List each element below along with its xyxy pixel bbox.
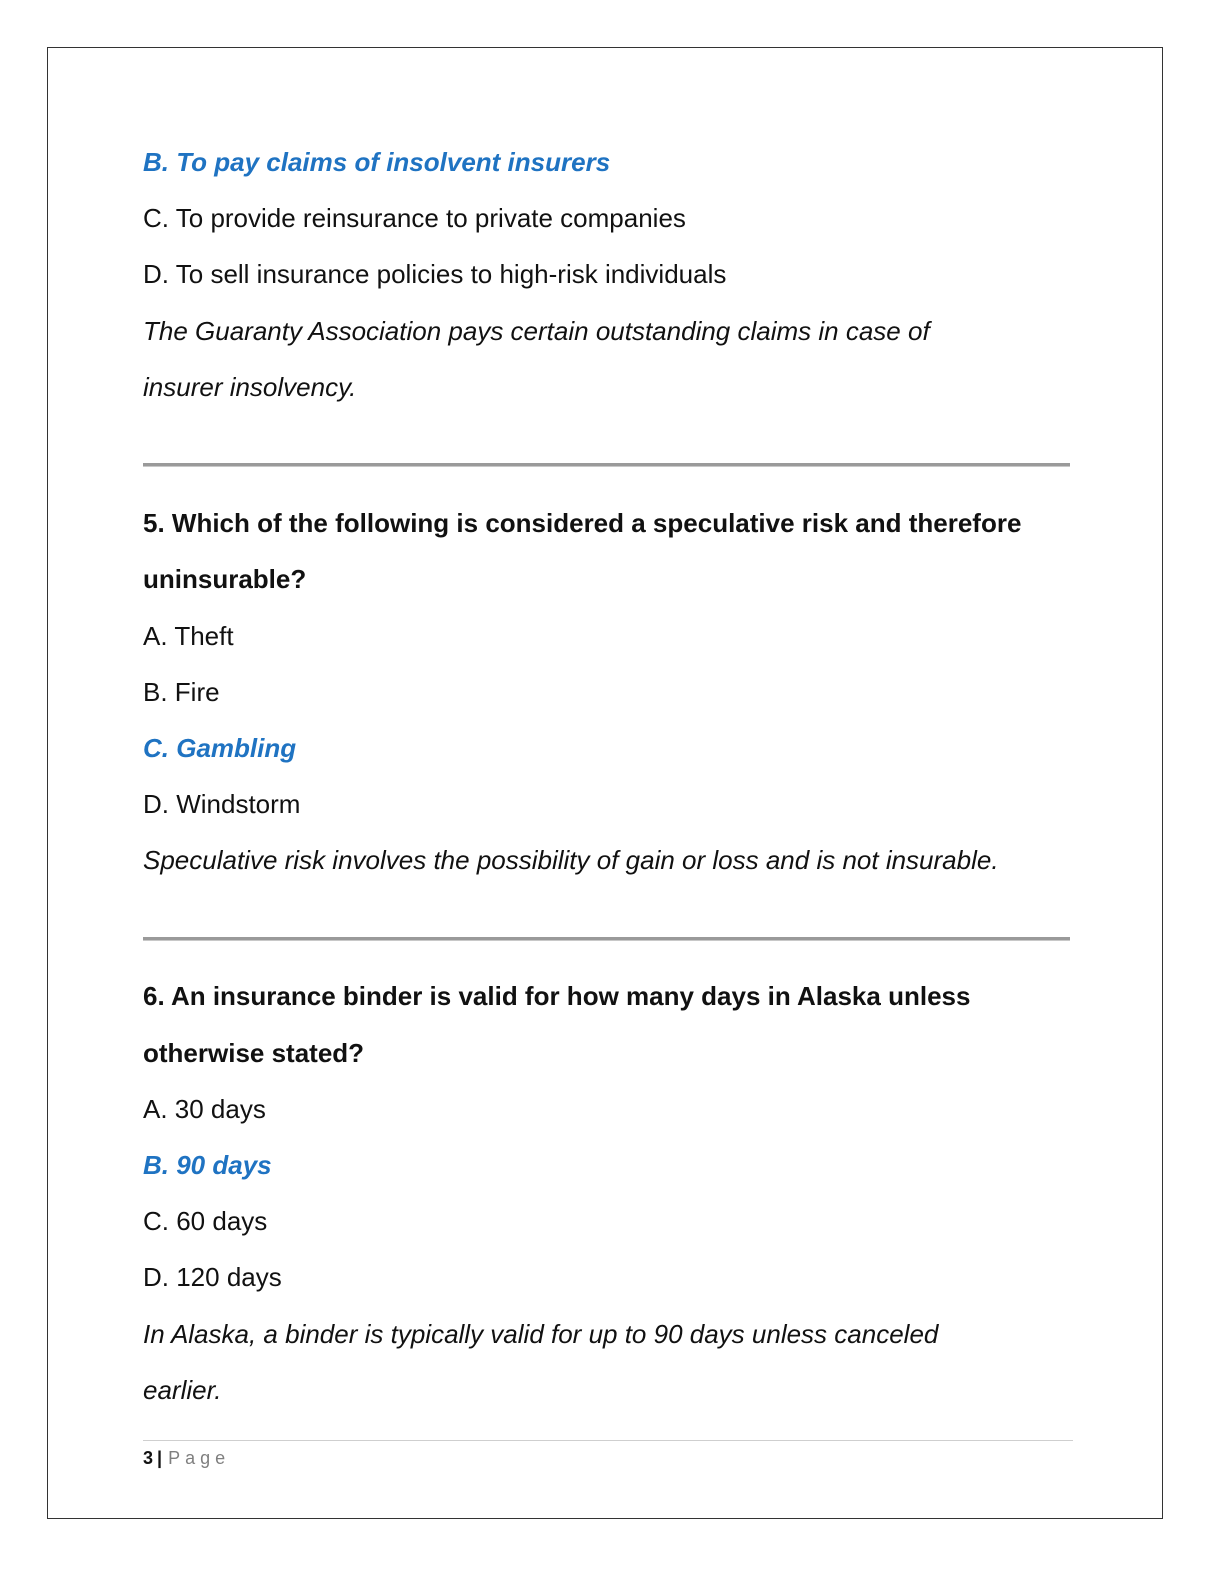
q6-explanation-line-2: earlier. [143,1375,222,1405]
section-divider [143,937,1070,941]
page-number: 3 [143,1448,154,1468]
q5-option-a: A. Theft [143,621,234,651]
q4-explanation-line-2: insurer insolvency. [143,372,357,402]
q5-correct-answer: C. Gambling [143,733,297,763]
q5-option-b: B. Fire [143,677,220,707]
q4-explanation-line-1: The Guaranty Association pays certain outstanding claims in case of [143,316,930,346]
q5-option-d: D. Windstorm [143,789,301,819]
q6-option-d: D. 120 days [143,1262,282,1292]
footer-rule [143,1440,1073,1441]
q5-question-line-1: 5. Which of the following is considered a speculative risk and therefore [143,508,1022,538]
q5-question-line-2: uninsurable? [143,564,307,594]
q4-correct-answer: B. To pay claims of insolvent insurers [143,147,611,177]
q4-option-d: D. To sell insurance policies to high-risk individuals [143,259,727,289]
q6-explanation-line-1: In Alaska, a binder is typically valid for up to 90 days unless canceled [143,1319,939,1349]
q6-option-c: C. 60 days [143,1206,268,1236]
q4-option-c: C. To provide reinsurance to private companies [143,203,686,233]
q5-explanation: Speculative risk involves the possibility of gain or loss and is not insurable. [143,845,999,875]
q6-question-line-2: otherwise stated? [143,1038,365,1068]
q6-option-a: A. 30 days [143,1094,266,1124]
q6-correct-answer: B. 90 days [143,1150,272,1180]
footer-separator: | [157,1448,163,1468]
page-label: Page [168,1448,231,1468]
q6-question-line-1: 6. An insurance binder is valid for how many days in Alaska unless [143,981,971,1011]
section-divider [143,463,1070,467]
page-footer [143,1446,230,1470]
